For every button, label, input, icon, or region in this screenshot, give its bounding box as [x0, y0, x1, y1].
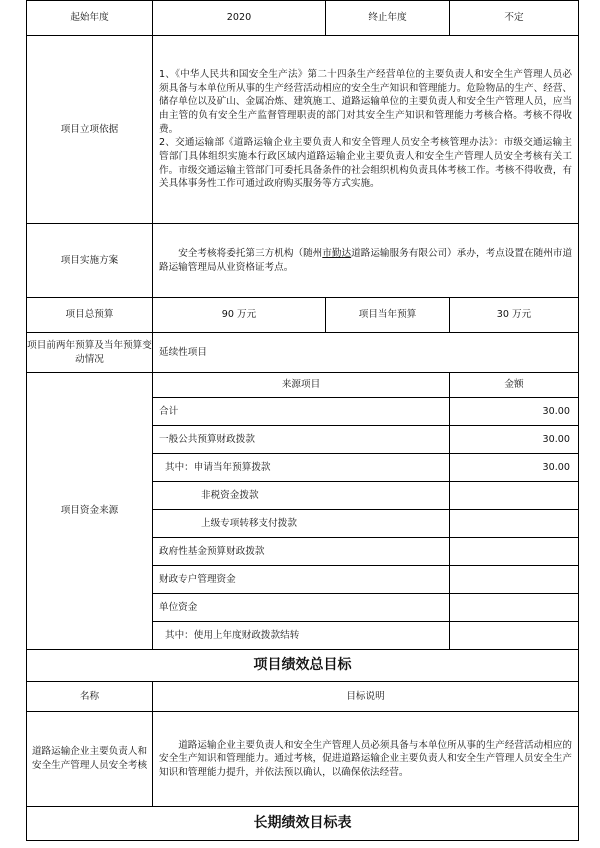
- funds-row-amount: [450, 510, 579, 538]
- start-year-label: 起始年度: [27, 1, 153, 36]
- funds-row-name: 上级专项转移支付拨款: [153, 510, 450, 538]
- funds-row-name: 非税资金拨款: [153, 482, 450, 510]
- perf-col-name: 名称: [27, 682, 153, 712]
- funds-row-amount: [450, 482, 579, 510]
- funds-row-amount: 30.00: [450, 398, 579, 426]
- long-term-title: 长期绩效目标表: [27, 807, 579, 841]
- basis-paragraph-2: 2、交通运输部《道路运输企业主要负责人和安全管理人员安全考核管理办法》：市级交通运输主管部门具体组织实施本行政区域内道路运输企业主要负责人和安全生产管理人员安全考核有关工作。市级交通运输主管部门可委托具备条件的社会组织机构负责具体考核工作。考核不得收费，有关具体事务性工作可通过政府购买服务等方式实施。: [159, 137, 573, 190]
- funds-row-name: 财政专户管理资金: [153, 566, 450, 594]
- funds-label: 项目资金来源: [27, 373, 153, 650]
- basis-label: 项目立项依据: [27, 36, 153, 224]
- year-budget-value: 30 万元: [450, 298, 579, 333]
- plan-label: 项目实施方案: [27, 224, 153, 298]
- funds-row-amount: [450, 622, 579, 650]
- funds-row-amount: 30.00: [450, 454, 579, 482]
- funds-row-name: 政府性基金预算财政拨款: [153, 538, 450, 566]
- total-budget-value: 90 万元: [153, 298, 326, 333]
- end-year-value: 不定: [450, 1, 579, 36]
- funds-row-amount: [450, 566, 579, 594]
- funds-row-name: 一般公共预算财政拨款: [153, 426, 450, 454]
- basis-paragraph-1: 1、《中华人民共和国安全生产法》第二十四条生产经营单位的主要负责人和安全生产管理人员必须具备与本单位所从事的生产经营活动相应的安全生产知识和管理能力。危险物品的生产、经营、储存单位以及矿山、金属冶炼、建筑施工、道路运输单位的主要负责人和安全生产管理人员，应当由主管的负有安全生产监督管理职责的部门对其安全生产知识和管理能力考核合格。考核不得收费。: [159, 69, 573, 135]
- basis-text: [153, 36, 579, 224]
- funds-row-amount: 30.00: [450, 426, 579, 454]
- funds-row-name: 单位资金: [153, 594, 450, 622]
- perf-item-desc-text: 道路运输企业主要负责人和安全生产管理人员必须具备与本单位所从事的生产经营活动相应的安全生产知识和管理能力。通过考核，促进道路运输企业主要负责人和安全生产管理人员安全生产知识和管理能力提升，并依法预以确认，以确保依法经营。: [159, 739, 573, 778]
- perf-col-desc: 目标说明: [153, 682, 579, 712]
- funds-row-name: 其中：申请当年预算拨款: [153, 454, 450, 482]
- budget-change-label: 项目前两年预算及当年预算变动情况: [27, 333, 153, 373]
- start-year-value: 2020: [153, 1, 326, 36]
- funds-row-amount: [450, 594, 579, 622]
- funds-col-source: 来源项目: [153, 373, 450, 398]
- plan-text: [153, 224, 579, 298]
- plan-text-before: 安全考核将委托第三方机构（随州: [178, 247, 323, 259]
- perf-total-title: 项目绩效总目标: [27, 650, 579, 682]
- perf-item-name: 道路运输企业主要负责人和安全生产管理人员安全考核: [27, 712, 153, 807]
- funds-row-amount: [450, 538, 579, 566]
- project-budget-table: [26, 0, 579, 841]
- end-year-label: 终止年度: [326, 1, 450, 36]
- funds-row-name: 其中：使用上年度财政拨款结转: [153, 622, 450, 650]
- budget-change-value: 延续性项目: [153, 333, 579, 373]
- year-budget-label: 项目当年预算: [326, 298, 450, 333]
- plan-text-underlined: 市勤达: [322, 247, 352, 259]
- funds-row-name: 合计: [153, 398, 450, 426]
- funds-col-amount: 金额: [450, 373, 579, 398]
- total-budget-label: 项目总预算: [27, 298, 153, 333]
- plan-text-after: 道路运输服务有限公司）承办，考点设置在随州市道路运输管理局从业资格证考点。: [159, 247, 573, 273]
- perf-item-desc: [153, 712, 579, 807]
